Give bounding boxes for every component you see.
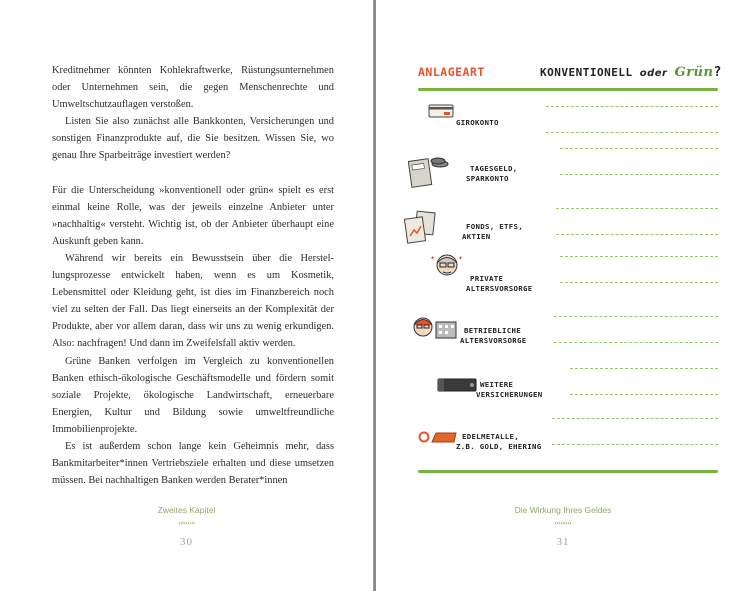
row-label [456,432,542,452]
row-label-line: TAGESGELD, [470,164,518,173]
row-label-line: FONDS, ETFS, [466,222,523,231]
body-paragraph: Kreditnehmer könnten Kohlekraftwerke, Rüstungsunternehmen oder Unternehmen sein, die gegen Menschenrechte und Umweltschutzauflagen verstoßen. [52,65,334,111]
answer-line [546,106,718,107]
svg-text:✦: ✦ [458,255,464,262]
row-label-line: ALTERSVORSORGE [466,284,533,293]
header-gruen: Grün [674,65,714,80]
svg-text:✦: ✦ [430,255,436,262]
answer-line [560,282,718,283]
worksheet-row [418,98,718,144]
answer-line [554,316,718,317]
worksheet-row [418,312,718,358]
stock-documents-icon [404,210,438,251]
row-label [466,164,518,184]
row-label-line: AKTIEN [462,232,491,241]
body-paragraph: Für die Unterscheidung »konventionell oder grün« spielt es erst einmal keine Rolle, was der jeweils einzelne Anbieter unter »nachhaltig« versteht. Wichtig ist, ob der Anbieter überhaupt eine Auskunft geben kann. [52,184,334,247]
top-green-rule [418,88,718,91]
answer-line [560,256,718,257]
row-label [476,380,543,400]
answer-line [556,208,718,209]
worksheet-row [418,206,718,252]
chapter-footer-label-right: Die Wirkung Ihres Geldes [514,505,612,515]
answer-line [552,418,718,419]
row-label-line: VERSICHERUNGEN [476,390,543,399]
bottom-green-rule [418,470,718,473]
page-number-right: 31 [556,536,570,548]
body-text [52,62,334,489]
row-label [460,326,527,346]
page-number-left: 30 [180,536,193,548]
answer-line [554,342,718,343]
answer-line [570,394,718,395]
body-paragraph: Während wir bereits ein Bewusstsein über die Herstellungsprozesse entwickelt haben, wenn es um Kosmetik, Lebensmittel oder Kleidung geht, ist dies im Finanzbereich noch viel zu selten der Fall. Das liegt einerseits an der Komplexität der Produkte, aber vor allem daran, dass wir uns zu wenig erkundigen. Also: nachfragen! Und dann im Zweifelsfall aktiv werden. [52,252,334,350]
worksheet-header [418,62,722,84]
row-label-line: GIROKONTO [456,118,499,127]
right-page [376,0,750,591]
row-label-line: BETRIEBLICHE [464,326,521,335]
body-paragraph: Es ist außerdem schon lange kein Geheimnis mehr, dass Bankmitarbeiter*innen Vertriebsziele erhalten und diese umsetzen müssen. Bei nachhaltigen Banken werden Berater*innen [52,440,334,487]
header-question-mark: ? [713,65,722,80]
worksheet-row [418,416,718,462]
row-label-line: SPARKONTO [466,174,509,183]
header-oder: oder [639,68,668,79]
row-label [456,118,499,128]
credit-card-icon [428,104,454,123]
row-label-line: ALTERSVORSORGE [460,336,527,345]
header-anlageart: ANLAGEART [418,65,485,79]
row-label-line: PRIVATE [470,274,504,283]
worksheet-row [418,144,718,190]
row-label [462,222,523,242]
left-page [0,0,374,591]
worksheet-row [418,366,718,412]
row-label [466,274,533,294]
body-paragraph: Grüne Banken verfolgen im Vergleich zu konventionellen Banken ethisch-ökologische Geschäftsmodelle und fördern somit soziale Projekte, ökologische Landwirtschaft, erneuerbare Energien, Kultur und Bildung sowie umweltfreundliche Immobilienprojekte. [52,355,334,435]
row-label-line: Z.B. GOLD, EHERING [456,442,542,451]
savings-book-and-coins-icon [408,154,450,195]
gold-bar-ring-icon [418,428,458,451]
row-label-line: WEITERE [480,380,514,389]
elderly-woman-office-icon [412,312,458,347]
answer-line [552,444,718,445]
answer-line [570,368,718,369]
answer-line [560,174,718,175]
header-konventionell-oder-gruen [540,65,722,80]
answer-line [556,234,718,235]
body-paragraph: Listen Sie also zunächst alle Bankkonten, Versicherungen und sonstigen Finanzprodukte auf, die Sie besitzen. Wissen Sie, wo genau Ihre Sparbeiträge investiert werden? [52,116,334,162]
chevron-ornament-icon: ‹‹‹‹‹‹‹‹‹ [178,519,195,527]
worksheet-row [418,250,718,296]
answer-line [560,148,718,149]
row-label-line: EDELMETALLE, [462,432,519,441]
chevron-ornament-icon: ‹‹‹‹‹‹‹‹‹ [554,519,572,527]
elderly-man-icon [430,252,464,287]
answer-line [546,132,718,133]
chapter-footer-label: Zweites Kapitel [157,505,216,515]
header-konventionell: KONVENTIONELL [540,66,633,79]
folder-binder-icon [436,376,480,399]
